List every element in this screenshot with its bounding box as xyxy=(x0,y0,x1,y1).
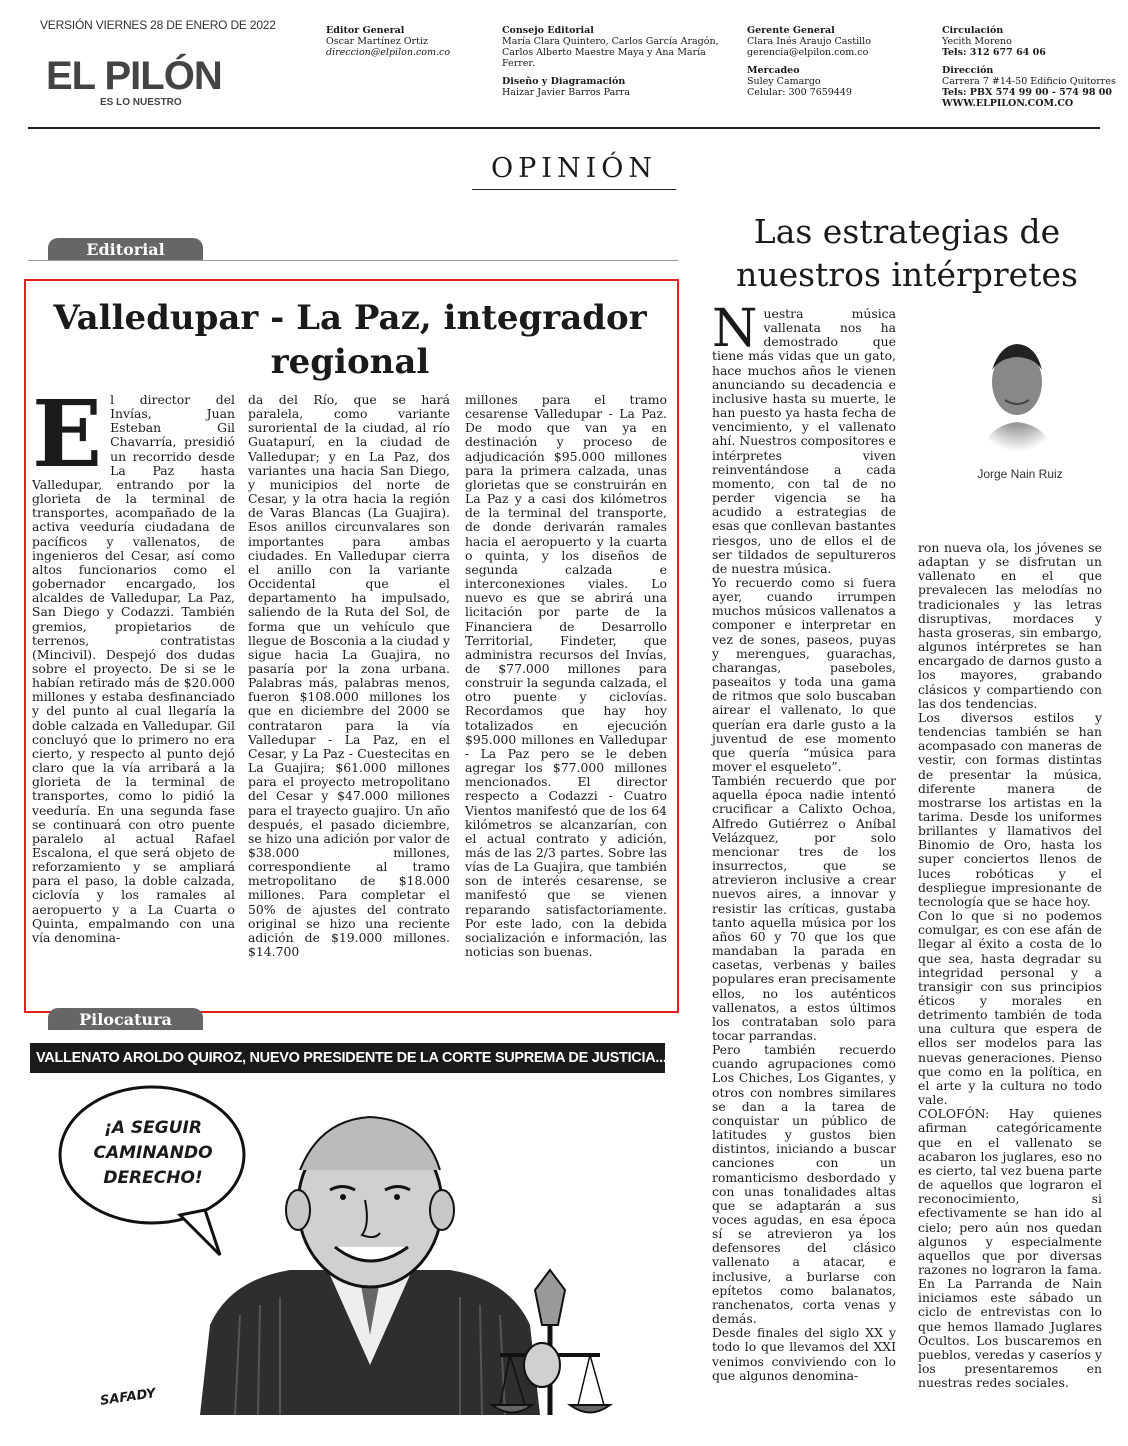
column-paragraph: Los diversos estilos y tendencias también se han acompasado con maneras de vestir, con formas distintas de presentar la música, diferente manera de mostrarse los artistas en la tarima. Desde los uniformes brillantes y llamativos del Binomio de Oro, hasta los super conciertos llenos de luces robóticas y el despliegue impresionante de tecnología que se hace hoy. xyxy=(918,709,1102,909)
column-paragraph: ron nueva ola, los jóvenes se adaptan y se disfrutan un vallenato en el que prevalecen las melodías no tradicionales y las letras disruptivas, mordaces y hasta groseras, sin embargo, algunos intérpretes se han encargado de darnos gusto a los mayores, grabando clásicos y compartiendo con las dos tendencias. xyxy=(918,540,1102,711)
staff-email-link[interactable]: gerencia@elpilon.com.co xyxy=(747,47,869,58)
staff-label: Diseño y Diagramación xyxy=(502,76,626,87)
newspaper-slogan: ES LO NUESTRO xyxy=(100,97,182,108)
column-title-line: nuestros intérpretes xyxy=(736,255,1078,294)
editorial-title: Valledupar - La Paz, integrador regional xyxy=(53,298,647,382)
speech-line: DERECHO! xyxy=(103,1168,203,1188)
speech-line: ¡A SEGUIR xyxy=(104,1118,202,1138)
newspaper-logo[interactable]: EL PILÓN xyxy=(46,54,222,98)
speech-line: CAMINANDO xyxy=(93,1143,213,1163)
staff-label: Consejo Editorial xyxy=(502,25,594,36)
staff-line: Celular: 300 7659449 xyxy=(747,87,852,98)
column-paragraph: Pero también recuerdo cuando agrupaciones como Los Chiches, Los Gigantes, y otros con nombres similares se dan a la tarea de conquistar un público de latitudes y gustos bien distintos, iniciando a buscar canciones con un romanticismo desbordado y con unas tonalidades altas que se adaptarán a sus voces agudas, en esa época sí se atrevieron ya los defensores del clásico vallenato a atacar, e inclusive, a burlarse con epítetos como balanatos, ranchenatos, corta venas y demás. xyxy=(712,1042,896,1327)
masthead-rule xyxy=(28,127,1100,129)
staff-line: Carlos Alberto Maestre Maya y Ana María xyxy=(502,47,706,58)
author-photo xyxy=(970,330,1065,452)
staff-label: Dirección xyxy=(942,65,994,76)
staff-circulation xyxy=(942,25,1122,109)
staff-line: Ferrer. xyxy=(502,58,535,69)
column-paragraph: COLOFÓN: Hay quienes afirman categóricamente que en el vallenato se acabaron los juglares, eso no es cierto, tal vez buena parte de aquellos que lograron el reconocimiento, si efectivamente se han ido al cielo; pero aún nos quedan algunos y especialmente aquellos que por diversas razones no lograron la fama. En La Parranda de Nain iniciamos este sábado un ciclo de entrevistas con lo que hemos llamado Juglares Ocultos. Los buscaremos en pueblos, veredas y caseríos y los presentaremos en nuestras redes sociales. xyxy=(918,1106,1102,1391)
staff-label: Circulación xyxy=(942,25,1004,36)
staff-email-link[interactable]: direccion@elpilon.com.co xyxy=(326,47,451,58)
editorial-column-3 xyxy=(465,393,667,959)
section-rule xyxy=(472,189,676,190)
column-body-2 xyxy=(918,541,1102,1390)
staff-line: María Clara Quintero, Carlos García Aragón, xyxy=(502,36,719,47)
staff-editor xyxy=(326,25,491,58)
column-dropcap: N xyxy=(712,299,758,359)
caricature-banner-text: VALLENATO AROLDO QUIROZ, NUEVO PRESIDENTE DE LA CORTE SUPREMA DE JUSTICIA... xyxy=(36,1050,667,1066)
staff-label: Mercadeo xyxy=(747,65,800,76)
staff-line: Carrera 7 #14-50 Edificio Quitorres xyxy=(942,76,1116,87)
staff-line: Haizar Javier Barros Parra xyxy=(502,87,630,98)
caricature-banner xyxy=(30,1043,665,1073)
website-link[interactable]: WWW.ELPILON.COM.CO xyxy=(942,98,1074,109)
editorial-dropcap: E xyxy=(32,380,103,488)
column-title-line: Las estrategias de xyxy=(753,212,1061,251)
column-paragraph: uestra música vallenata nos ha demostrado que tiene más vidas que un gato, hace muchos años le vienen anunciando su decadencia e inclusive hasta su muerte, le han puesto ya hasta fecha de vencimiento, y el vallenato ahí. Nuestros compositores e intérpretes viven reinventándose a cada momento, con tal de no perder vigencia se ha acudido a estrategias de esas que conllevan bastantes riesgos, uno de ellos el de ser tildados de sepultureros de nuestra música. xyxy=(712,306,896,576)
staff-line: Clara Inés Araujo Castillo xyxy=(747,36,871,47)
editorial-text: l director del Invías, Juan Esteban Gil Chavarría, presidió un recorrido desde La Paz hasta Valledupar, entrando por la glorieta de la terminal de transportes, acompañado de la activa veeduría ciudadana de pacíficos y vallenatos, de ingenieros del Cesar, así como altos funcionarios como el gobernador encargado, los alcaldes de Valledupar, La Paz, San Diego y Codazzi. También gremios, propietarios de terrenos, contratistas (Mincivil). Despejó dos dudas sobre el proyecto. De si se le habían retirado más de $20.000 millones y estaba desfinanciado y del punto al cual llegaría la doble calzada en Valledupar. Gil concluyó que lo primero no era cierto, y respecto al punto dejó claro que la vía arribará a la glorieta de la terminal de transportes, como lo pidió la veeduría. En una segunda fase se continuará con otro puente paralelo al actual Rafael Escalona, el que será objeto de reforzamiento y se ampliará para el paso, la doble calzada, ciclovía y los ramales al aeropuerto y a La Cuarta o Quinta, empalmando con una vía denomina- xyxy=(32,392,235,945)
editorial-tab: Editorial xyxy=(48,238,203,261)
section-title: OPINIÓN xyxy=(490,153,658,184)
staff-line: Yecith Moreno xyxy=(942,36,1012,47)
column-paragraph: Desde finales del siglo XX y todo lo que llevamos del XXI venimos conviviendo con lo que algunos denomina- xyxy=(712,1325,896,1383)
column-title xyxy=(712,210,1102,296)
column-paragraph: También recuerdo que por aquella época nadie intentó crucificar a Calixto Ochoa, Alfredo Gutiérrez o Aníbal Velázquez, por solo mencionar tres de los insurrectos, que se atrevieron inclusive a crear nuevos aires, a innovar y resistir las críticas, gustaba tanto aquella música por los años 60 y 70 que los que mandaban la parada en casetas, verbenas y bailes populares eran precisamente ellos, no los auténticos vallenatos, a estos últimos los contrataban solo para tocar parrandas. xyxy=(712,773,896,1043)
staff-manager xyxy=(747,25,917,98)
editorial-text: da del Río, que se hará paralela, como variante suroriental de la ciudad, al río Guatapurí, en la ciudad de Valledupar; y en La Paz, dos variantes una hacia San Diego, y municipios del norte de Cesar, y la otra hacia la región de Varas Blancas (La Guajira). Esos anillos circunvalares son importantes para ambas ciudades. En Valledupar cierra el anillo con la variante Occidental que el departamento ha impulsado, saliendo de la Ruta del Sol, de forma que un vehículo que llegue de Bosconia a la ciudad y sigue hacia La Guajira, no pasaría por la zona urbana. Palabras más, palabras menos, fueron $108.000 millones los que en diciembre del 2000 se contrataron para la vía Valledupar - La Paz, en el Cesar, y La Paz - Cuestecitas en La Guajira; $61.000 millones para el proyecto metropolitano del Cesar y $47.000 millones para el trayecto guajiro. Un año después, el pasado diciembre, se hizo una adición por valor de $38.000 millones, correspondiente al tramo metropolitano de $18.000 millones. Para completar el 50% de ajustes del contrato original se hizo una reciente adición de $19.000 millones. $14.700 xyxy=(248,392,450,960)
author-name: Jorge Nain Ruiz xyxy=(977,467,1063,481)
staff-line: Oscar Martínez Ortiz xyxy=(326,36,428,47)
column-paragraph: Con lo que si no podemos comulgar, es con ese afán de llegar al éxito a costa de lo que sea, hasta degradar su integridad personal y a transigir con sus principios éticos y morales en detrimento también de toda una cultura que espera de ellos ser modelos para las nuevas generaciones. Pienso que como en la política, en el arte y la cultura no todo vale. xyxy=(918,908,1102,1108)
column-body-1 xyxy=(712,299,896,1383)
caricature-tab: Pilocatura xyxy=(48,1008,203,1030)
editorial-tab-rule xyxy=(28,260,678,261)
editorial-column-2 xyxy=(248,393,450,959)
staff-line: Tels: 312 677 64 06 xyxy=(942,47,1046,58)
cartoonist-signature: SAFADY xyxy=(99,1386,157,1409)
column-paragraph: Yo recuerdo como si fuera ayer, cuando irrumpen muchos músicos vallenatos a componer e interpretar en vez de sones, paseos, puyas y merengues, guarachas, charangas, paseboles, paseaitos y toda una gama de ritmos que solo buscaban airear el vallenato, lo que querían era darle gusto a la juventud de ese momento que quería “música para mover el esqueleto”. xyxy=(712,574,896,774)
staff-label: Gerente General xyxy=(747,25,835,36)
edition-date: VERSIÓN VIERNES 28 DE ENERO DE 2022 xyxy=(40,18,276,32)
staff-line: Tels: PBX 574 99 00 - 574 98 00 xyxy=(942,87,1112,98)
staff-line: Suley Camargo xyxy=(747,76,821,87)
staff-label: Editor General xyxy=(326,25,405,36)
editorial-column-1 xyxy=(32,380,235,945)
staff-board xyxy=(502,25,727,98)
editorial-text: millones para el tramo cesarense Valledupar - La Paz. De modo que van ya en destinación y proceso de adjudicación $95.000 millones para la primera calzada, unas glorietas que se construirán en La Paz y a casi dos kilómetros de la terminal del transporte, de donde derivarán ramales hacia el aeropuerto y la cuarta o quinta, y los diseños de segunda calzada e interconexiones viales. Lo nuevo es que se abrirá una licitación por parte de la Financiera de Desarrollo Territorial, Findeter, que administra recursos del Invías, de $77.000 millones para construir la segunda calzada, el otro puente y ciclovías. Recordamos que hay hoy totalizados en ejecución $95.000 millones en Valledupar - La Paz pero se le deben agregar los $77.000 millones mencionados. El director respecto a Codazzi - Cuatro Vientos manifestó que de los 64 kilómetros se alcanzarían, con el actual contrato y adición, más de las 2/3 partes. Sobre las vías de La Guajira, que también son de interés cesarense, se manifestó que se vienen reparando satisfactoriamente. Por este lado, con la debida socialización e información, las noticias son buenas. xyxy=(465,392,667,960)
speech-bubble-text xyxy=(78,1116,228,1191)
